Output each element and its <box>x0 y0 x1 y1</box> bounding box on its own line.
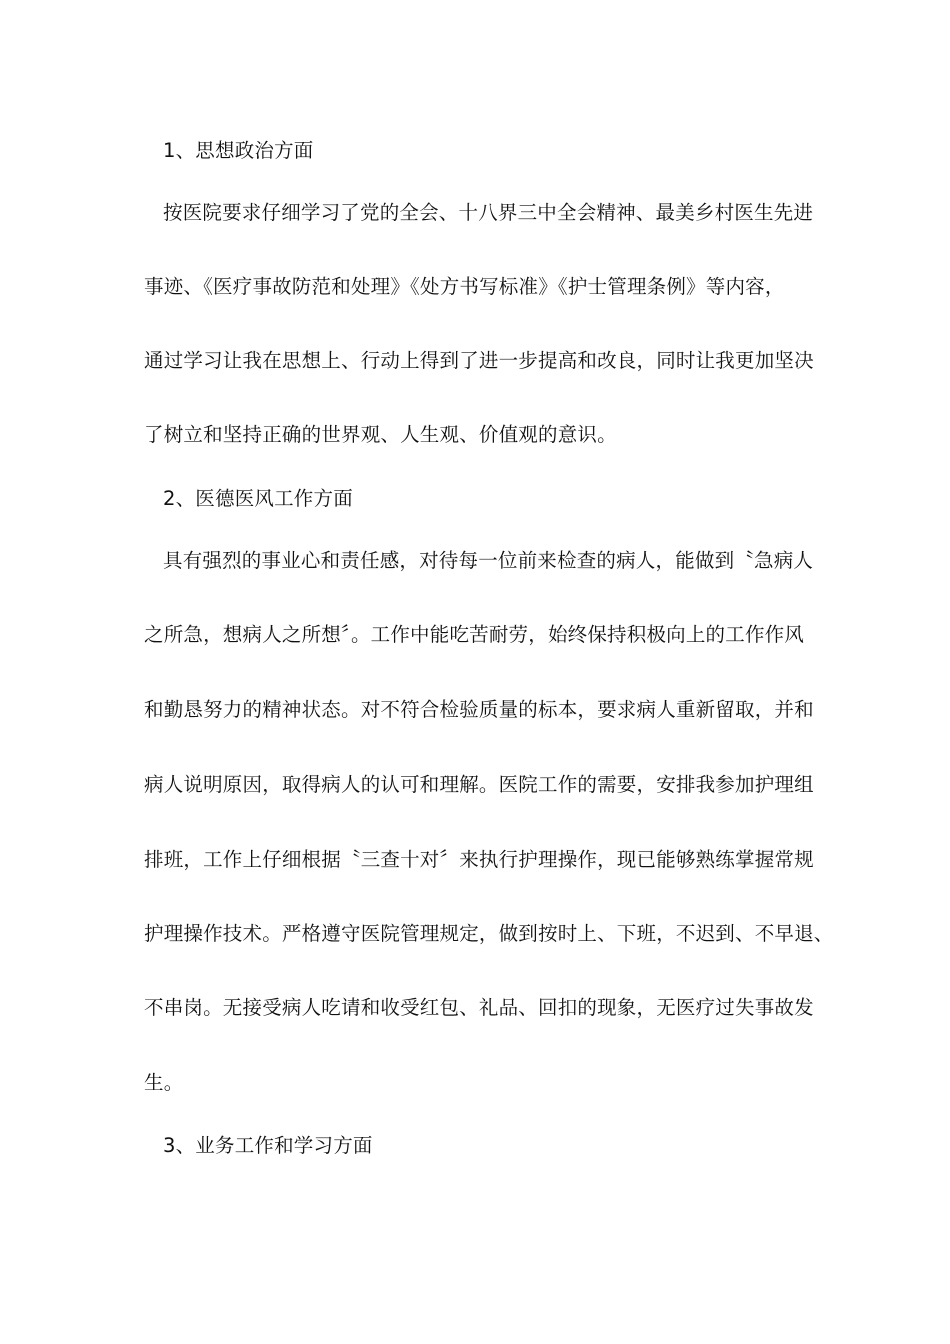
section-1-paragraph-line: 通过学习让我在思想上、行动上得到了进一步提高和改良，同时让我更加坚决 <box>144 349 814 372</box>
section-3-heading: 3、业务工作和学习方面 <box>163 1134 373 1157</box>
section-2-heading: 2、医德医风工作方面 <box>163 487 353 510</box>
section-2-paragraph-line: 排班，工作上仔细根据〝三查十对〞来执行护理操作，现已能够熟练掌握常规 <box>144 848 814 871</box>
section-2-paragraph-line: 具有强烈的事业心和责任感，对待每一位前来检查的病人，能做到〝急病人 <box>163 549 814 572</box>
section-2-paragraph-line: 生。 <box>144 1071 184 1094</box>
section-1-paragraph-line: 按医院要求仔细学习了党的全会、十八界三中全会精神、最美乡村医生先进 <box>163 201 814 224</box>
section-1-paragraph-line: 了树立和坚持正确的世界观、人生观、价值观的意识。 <box>144 423 617 446</box>
section-2-paragraph-line: 不串岗。无接受病人吃请和收受红包、礼品、回扣的现象，无医疗过失事故发 <box>144 996 814 1019</box>
section-1-heading: 1、思想政治方面 <box>163 139 314 162</box>
section-2-paragraph-line: 之所急，想病人之所想〞。工作中能吃苦耐劳，始终保持积极向上的工作作风 <box>144 623 805 646</box>
section-1-paragraph-line: 事迹、《医疗事故防范和处理》《处方书写标准》《护士管理条例》等内容， <box>144 275 785 298</box>
section-2-paragraph-line: 护理操作技术。严格遵守医院管理规定，做到按时上、下班，不迟到、不早退、 <box>144 922 834 945</box>
section-2-paragraph-line: 病人说明原因，取得病人的认可和理解。医院工作的需要，安排我参加护理组 <box>144 773 814 796</box>
section-2-paragraph-line: 和勤恳努力的精神状态。对不符合检验质量的标本，要求病人重新留取，并和 <box>144 698 814 721</box>
